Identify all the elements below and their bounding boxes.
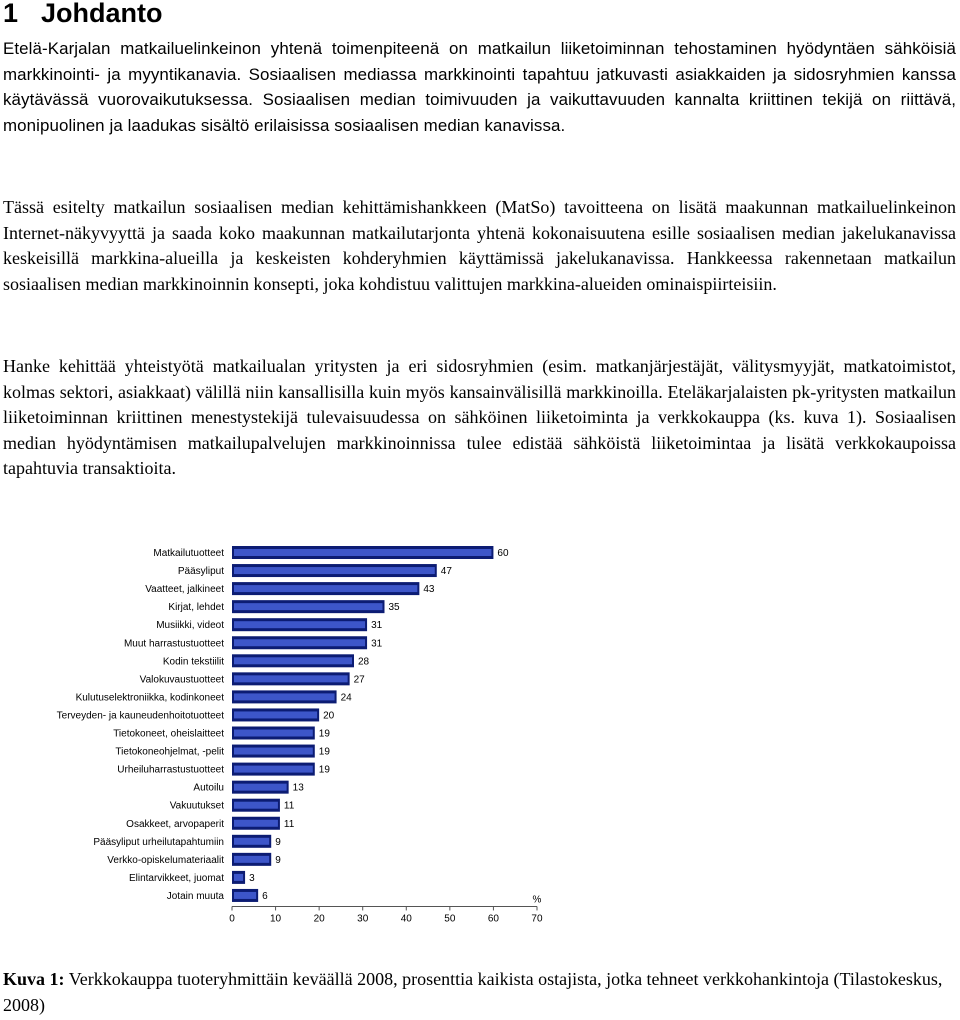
value-label: 31 <box>371 620 383 632</box>
x-axis-unit-label: % <box>532 894 542 906</box>
category-label: Osakkeet, arvopaperit <box>126 818 224 830</box>
category-label: Tietokoneet, oheislaitteet <box>113 728 224 740</box>
value-label: 9 <box>275 854 281 866</box>
bar-highlight <box>234 784 287 791</box>
value-label: 19 <box>318 764 330 776</box>
bar-highlight <box>234 621 365 628</box>
bar-highlight <box>234 549 491 556</box>
value-label: 28 <box>357 656 370 668</box>
x-tick-label: 30 <box>357 913 369 925</box>
category-label: Urheiluharrastustuotteet <box>117 764 224 776</box>
bar-highlight <box>234 838 269 845</box>
bar-highlight <box>234 892 256 899</box>
category-label: Verkko-opiskelumateriaalit <box>107 854 224 866</box>
category-label: Jotain muuta <box>166 890 224 902</box>
x-tick-label: 0 <box>229 913 235 925</box>
bar-highlight <box>234 675 348 682</box>
category-label: Pääsyliput <box>177 566 224 578</box>
value-label: 43 <box>423 584 435 596</box>
value-label: 60 <box>497 548 509 559</box>
value-label: 11 <box>283 800 295 812</box>
bar-highlight <box>234 585 417 592</box>
category-label: Vaatteet, jalkineet <box>145 584 224 596</box>
bar-highlight <box>234 856 269 863</box>
paragraph-intro: Etelä-Karjalan matkailuelinkeinon yhtenä toimenpiteenä on matkailun liiketoiminnan tehostaminen hyödyntäen sähköisiä markkinointi- ja myyntikanavia. Sosiaalisen mediassa markkinointi tapahtuu jatkuvasti asiakkaiden ja sidosryhmien kanssa käytävässä vuorovaikutuksessa. Sosiaalisen median toimivuuden ja vaikuttavuuden kannalta kriittinen tekijä on riittävä, monipuolinen ja laadukas sisältö erilaisissa sosiaalisen median kanavissa. <box>3 39 956 135</box>
online-shopping-bar-chart <box>0 536 560 940</box>
x-tick-label: 20 <box>313 913 325 925</box>
value-label: 13 <box>292 782 304 794</box>
value-label: 3 <box>249 872 255 884</box>
bar-highlight <box>234 567 435 574</box>
value-label: 20 <box>323 710 335 722</box>
x-tick-label: 10 <box>270 913 282 925</box>
category-label: Kodin tekstiilit <box>162 656 224 668</box>
value-label: 27 <box>353 674 365 686</box>
category-label: Kirjat, lehdet <box>168 602 224 614</box>
x-tick-label: 40 <box>400 913 412 925</box>
value-label: 9 <box>275 836 281 848</box>
caption-text: Verkkokauppa tuoteryhmittäin keväällä 2008, prosenttia kaikista ostajista, jotka tehneet verkkohankintoja (Tilastokeskus, 2008) <box>3 969 943 1015</box>
bar-highlight <box>234 603 382 610</box>
figure-caption <box>3 967 956 1018</box>
bar-highlight <box>234 657 352 664</box>
value-label: 24 <box>340 692 352 704</box>
category-label: Elintarvikkeet, juomat <box>128 872 224 884</box>
bar-highlight <box>234 748 313 755</box>
bar-highlight <box>234 874 243 881</box>
value-label: 35 <box>388 602 400 614</box>
bar-highlight <box>234 766 313 773</box>
paragraph-collaboration: Hanke kehittää yhteistyötä matkailualan yritysten ja eri sidosryhmien (esim. matkanjärjestäjät, välitysmyyjät, matkatoimistot, kolmas sektori, asiakkaat) välillä niin kansallisilla kuin myös kansainvälisillä markkinoilla. Eteläkarjalaisten pk-yritysten matkailun liiketoiminnan kriittinen menestystekijä tulevaisuudessa on sähköinen liiketoiminta ja verkkokauppa (ks. kuva 1). Sosiaalisen median hyödyntämisen matkailupalvelujen markkinoinnissa tulee edistää sähköistä liiketoimintaa ja lisätä verkkokaupoissa tapahtuvia transaktioita. <box>3 356 956 479</box>
category-label: Kulutuselektroniikka, kodinkoneet <box>75 692 224 704</box>
x-tick-label: 70 <box>531 913 543 925</box>
bar-highlight <box>234 802 278 809</box>
value-label: 19 <box>318 728 330 740</box>
category-label: Valokuvaustuotteet <box>139 674 224 686</box>
category-label: Musiikki, videot <box>156 620 224 632</box>
section-heading <box>3 0 163 29</box>
value-label: 11 <box>283 818 295 830</box>
x-tick-label: 60 <box>487 913 499 925</box>
bar-highlight <box>234 730 313 737</box>
section-title: Johdanto <box>41 0 163 28</box>
bar-highlight <box>234 693 335 700</box>
value-label: 6 <box>262 890 268 902</box>
x-tick-label: 50 <box>444 913 456 925</box>
bar-highlight <box>234 820 278 827</box>
section-number: 1 <box>3 0 19 28</box>
value-label: 19 <box>318 746 330 758</box>
category-label: Terveyden- ja kauneudenhoitotuotteet <box>56 710 224 722</box>
category-label: Vakuutukset <box>169 800 224 812</box>
bar-highlight <box>234 639 365 646</box>
value-label: 31 <box>371 638 383 650</box>
bar-highlight <box>234 711 317 718</box>
value-label: 47 <box>440 566 452 578</box>
category-label: Pääsyliput urheilutapahtumiin <box>93 836 224 848</box>
caption-label: Kuva 1: <box>3 969 65 989</box>
category-label: Tietokoneohjelmat, -pelit <box>115 746 224 758</box>
paragraph-project-goal: Tässä esitelty matkailun sosiaalisen median kehittämishankkeen (MatSo) tavoitteena on lisätä maakunnan matkailuelinkeinon Internet-näkyvyyttä ja saada koko maakunnan matkailutarjonta yhtenä kokonaisuutena esille sosiaalisen median jakelukanavissa keskeisillä markkina-alueilla ja keskeisten kohderyhmien käyttämissä jakelukanavissa. Hankkeessa rakennetaan matkailun sosiaalisen median markkinoinnin konsepti, joka kohdistuu valittujen markkina-alueiden ominaispiirteisiin. <box>3 197 956 294</box>
category-label: Matkailutuotteet <box>153 548 224 559</box>
category-label: Muut harrastustuotteet <box>123 638 224 650</box>
category-label: Autoilu <box>193 782 224 794</box>
